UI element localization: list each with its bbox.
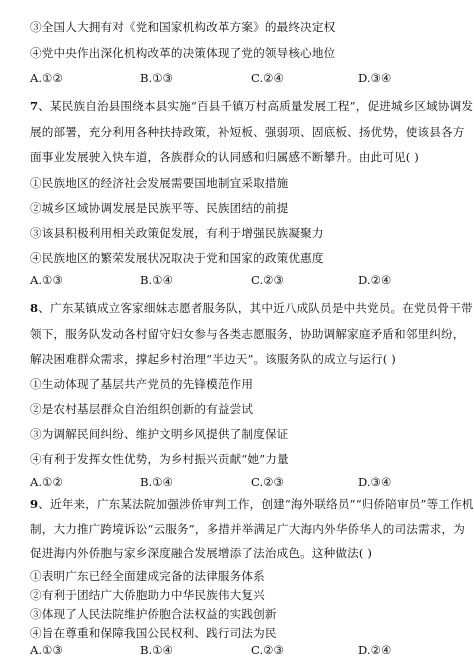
options-row [30,474,450,490]
question-number: 7 [30,99,39,113]
question-9-stem-line-1: 9、近年来，广东某法院加强涉侨审判工作，创建“海外联络员”“归侨陪审员”等工作机 [30,497,474,511]
options-row [30,272,450,288]
statement-4: ④党中央作出深化机构改革的决策体现了党的领导核心地位 [30,46,336,60]
options-row [30,70,450,86]
option-a[interactable]: A.①② [30,475,63,489]
option-d[interactable]: D.②④ [358,273,392,287]
statement-3: ③体现了人民法院维护侨胞合法权益的实践创新 [30,607,277,621]
question-7-stem-line-1: 7、某民族自治县围绕本县实施“百县千镇万村高质量发展工程”，促进城乡区域协调发 [30,99,474,113]
option-b[interactable]: B.①③ [140,71,173,85]
statement-1: ①表明广东已经全面建成完备的法律服务体系 [30,569,265,583]
option-c[interactable]: C.②③ [251,643,284,657]
statement-3: ③为调解民间纠纷、维护文明乡风提供了制度保证 [30,427,289,441]
statement-4: ④民族地区的繁荣发展状况取决于党和国家的政策优惠度 [30,251,324,265]
question-number: 8 [30,301,39,315]
option-a[interactable]: A.①③ [30,643,63,657]
statement-1: ①生动体现了基层共产党员的先锋模范作用 [30,377,254,391]
statement-3: ③全国人大拥有对《党和国家机构改革方案》的最终决定权 [30,20,336,34]
question-7-stem-line-2: 展的部署，充分利用各种扶持政策，补短板、强弱项、固底板、扬优势，使该县各方 [30,125,465,139]
question-9-stem-line-3: 促进海内外侨胞与家乡深度融合发展增添了法治成色。这种做法( ) [30,546,373,560]
statement-2: ②是农村基层群众自治组织创新的有益尝试 [30,402,254,416]
question-8-stem-line-3: 解决困难群众需求，撑起乡村治理“半边天”。该服务队的成立与运行( ) [30,352,396,366]
option-d[interactable]: D.③④ [358,71,392,85]
question-7-stem-line-3: 面事业发展驶入快车道，各族群众的认同感和归属感不断攀升。由此可见( ) [30,150,419,164]
statement-1: ①民族地区的经济社会发展需要国地制宜采取措施 [30,176,289,190]
option-d[interactable]: D.②④ [358,643,392,657]
options-row [30,642,450,658]
option-b[interactable]: B.①④ [140,273,173,287]
option-b[interactable]: B.①④ [140,643,173,657]
statement-3: ③该县积极利用相关政策促发展，有利于增强民族凝聚力 [30,226,324,240]
option-a[interactable]: A.①③ [30,273,63,287]
option-c[interactable]: C.②③ [251,475,284,489]
option-b[interactable]: B.①④ [140,475,173,489]
statement-4: ④旨在尊重和保障我国公民权利、践行司法为民 [30,626,277,640]
question-number: 9 [30,497,39,511]
question-8-stem-line-2: 领下，服务队发动各村留守妇女参与各类志愿服务，协助调解家庭矛盾和邻里纠纷， [30,327,465,341]
option-c[interactable]: C.②③ [251,273,284,287]
option-d[interactable]: D.③④ [358,475,392,489]
option-a[interactable]: A.①② [30,71,63,85]
question-8-stem-line-1: 8、广东某镇成立客家细妹志愿者服务队，其中近八成队员是中共党员。在党员骨干带 [30,301,473,315]
question-9-stem-line-2: 制，大力推广跨境诉讼“云服务”，多措并举满足广大海内外华侨华人的司法需求，为 [30,522,465,536]
statement-2: ②有利于团结广大侨胞助力中华民族伟大复兴 [30,588,265,602]
statement-4: ④有利于发挥女性优势，为乡村振兴贡献“她”力量 [30,452,289,466]
option-c[interactable]: C.②④ [251,71,284,85]
statement-2: ②城乡区域协调发展是民族平等、民族团结的前提 [30,201,289,215]
